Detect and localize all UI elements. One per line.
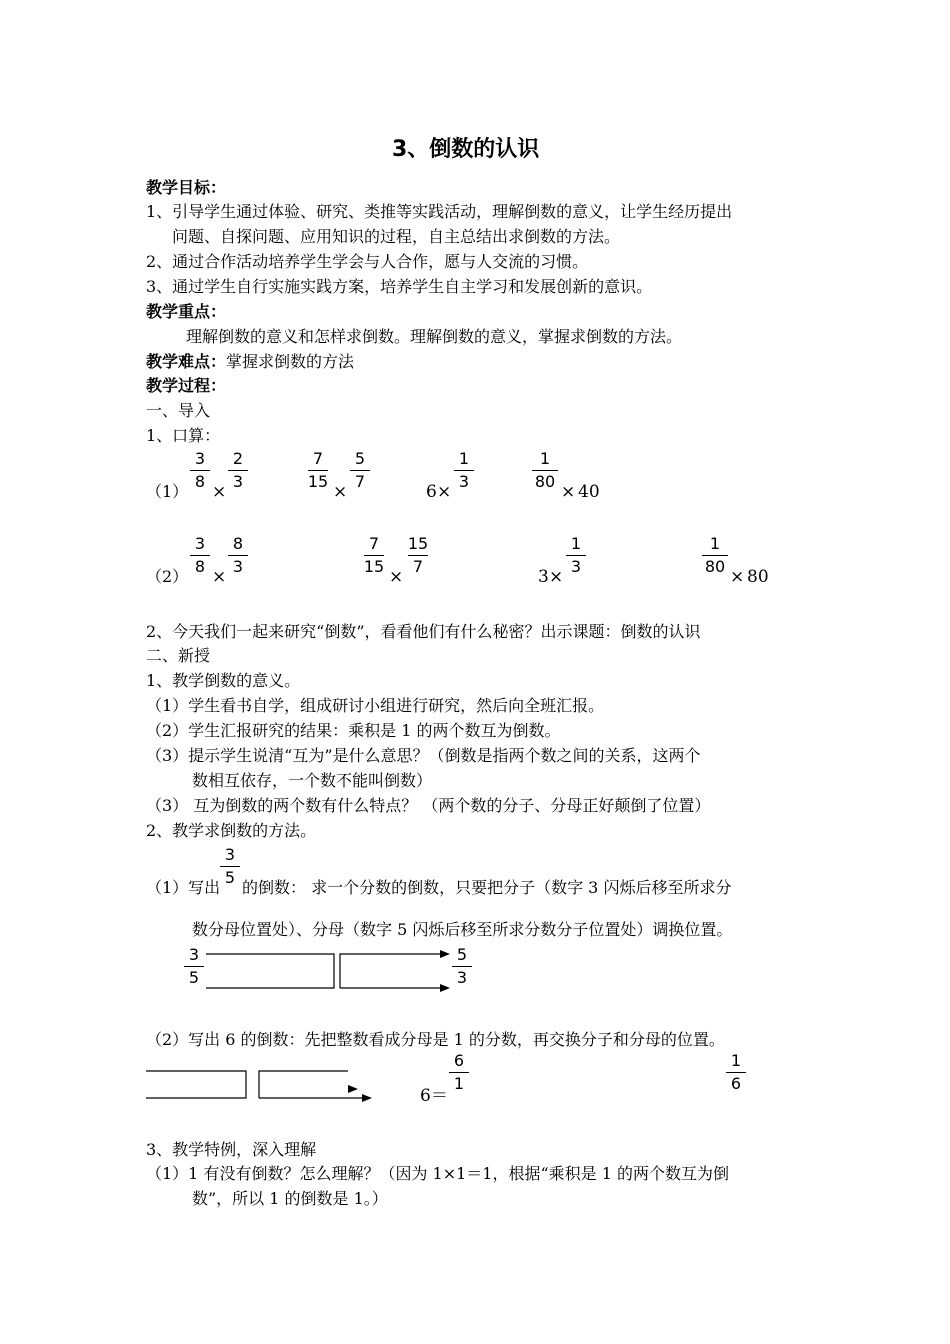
step-line: （1）1 有没有倒数？怎么理解？（因为 1×1＝1，根据“乘积是 1 的两个数互为倒 bbox=[146, 1164, 730, 1183]
fraction: 3 5 bbox=[182, 946, 206, 987]
difficulty-text: 掌握求倒数的方法 bbox=[226, 352, 355, 371]
arrowhead bbox=[348, 1085, 358, 1093]
fraction: 1 80 bbox=[700, 535, 730, 576]
process-heading: 教学过程： bbox=[146, 376, 227, 395]
integer: 3 bbox=[538, 567, 549, 587]
fraction: 15 7 bbox=[407, 534, 429, 576]
step-line: （3） 互为倒数的两个数有什么特点？ （两个数的分子、分母正好颠倒了位置） bbox=[146, 796, 711, 815]
fraction: 1 80 bbox=[530, 450, 560, 491]
step-line: （1）学生看书自学，组成研讨小组进行研究，然后向全班汇报。 bbox=[146, 696, 605, 715]
difficulty-heading: 教学难点： bbox=[146, 352, 227, 371]
swap-arrow-line bbox=[146, 1071, 246, 1098]
times-sign: × bbox=[333, 482, 348, 502]
focus-heading: 教学重点： bbox=[146, 302, 227, 321]
objective-line: 1、引导学生通过体验、研究、类推等实践活动，理解倒数的意义，让学生经历提出 bbox=[146, 202, 733, 221]
fraction: 5 3 bbox=[450, 946, 474, 987]
oral-calc-heading: 1、口算： bbox=[146, 426, 221, 445]
times-sign: × bbox=[561, 482, 576, 502]
row2-label: （2） bbox=[146, 567, 189, 586]
fraction: 3 8 bbox=[188, 450, 212, 491]
page-title: 3、倒数的认识 bbox=[392, 137, 540, 162]
step-line: （3）提示学生说清“互为”是什么意思？（倒数是指两个数之间的关系，这两个 bbox=[146, 746, 701, 765]
fraction: 3 5 bbox=[218, 846, 242, 887]
step-line: （2）学生汇报研究的结果：乘积是 1 的两个数互为倒数。 bbox=[146, 721, 561, 740]
focus-text: 理解倒数的意义和怎样求倒数。理解倒数的意义，掌握求倒数的方法。 bbox=[186, 327, 683, 346]
objective-line: 3、通过学生自行实施实践方案，培养学生自主学习和发展创新的意识。 bbox=[146, 277, 653, 296]
subsection-heading: 2、教学求倒数的方法。 bbox=[146, 821, 317, 840]
objective-line: 2、通过合作活动培养学生学会与人合作，愿与人交流的习惯。 bbox=[146, 252, 589, 271]
swap-arrow-line bbox=[340, 954, 440, 988]
method2-text: （2）写出 6 的倒数：先把整数看成分母是 1 的分数，再交换分子和分母的位置。 bbox=[146, 1030, 725, 1049]
times-sign: × bbox=[389, 567, 404, 587]
method1-text-line2: 数分母位置处）、分母（数字 5 闪烁后移至所求分数分子位置处）调换位置。 bbox=[192, 920, 733, 939]
fraction: 3 8 bbox=[188, 535, 212, 576]
method1-text: 的倒数： 求一个分数的倒数，只要把分子（数字 3 闪烁后移至所求分 bbox=[242, 878, 732, 897]
swap-arrow-line bbox=[206, 954, 334, 988]
fraction: 1 3 bbox=[564, 535, 588, 576]
subsection-heading: 1、教学倒数的意义。 bbox=[146, 671, 301, 690]
objectives-heading: 教学目标： bbox=[146, 178, 227, 197]
times-sign: × bbox=[437, 482, 452, 502]
subsection-heading: 3、教学特例，深入理解 bbox=[146, 1140, 317, 1159]
times-sign: × bbox=[730, 567, 745, 587]
times-sign: × bbox=[212, 567, 227, 587]
arrowhead bbox=[440, 950, 450, 958]
objective-line: 问题、自探问题、应用知识的过程，自主总结出求倒数的方法。 bbox=[172, 227, 621, 246]
fraction: 2 3 bbox=[226, 450, 250, 491]
arrowhead bbox=[362, 1094, 372, 1102]
method1-prefix: （1）写出 bbox=[146, 878, 221, 897]
times-sign: × bbox=[212, 482, 227, 502]
section-heading: 二、新授 bbox=[146, 646, 211, 665]
fraction: 6 1 bbox=[447, 1052, 471, 1093]
fraction: 8 3 bbox=[226, 535, 250, 576]
step-line: 数”，所以 1 的倒数是 1。） bbox=[192, 1189, 388, 1208]
integer: 6 bbox=[426, 482, 437, 502]
intro-line: 2、今天我们一起来研究“倒数”，看看他们有什么秘密？出示课题：倒数的认识 bbox=[146, 622, 701, 641]
times-sign: × bbox=[549, 567, 564, 587]
equation-lhs: 6＝ bbox=[420, 1086, 448, 1106]
row1-label: （1） bbox=[146, 482, 189, 501]
integer: 40 bbox=[578, 482, 600, 502]
fraction: 7 15 bbox=[307, 449, 329, 491]
arrowhead bbox=[440, 984, 450, 992]
fraction: 1 6 bbox=[724, 1052, 748, 1093]
integer: 80 bbox=[747, 567, 769, 587]
fraction: 7 15 bbox=[363, 534, 385, 576]
fraction: 5 7 bbox=[348, 450, 372, 491]
fraction: 1 3 bbox=[452, 450, 476, 491]
section-heading: 一、导入 bbox=[146, 401, 211, 420]
swap-arrow-line bbox=[259, 1071, 348, 1098]
step-line: 数相互依存，一个数不能叫倒数） bbox=[192, 771, 433, 790]
